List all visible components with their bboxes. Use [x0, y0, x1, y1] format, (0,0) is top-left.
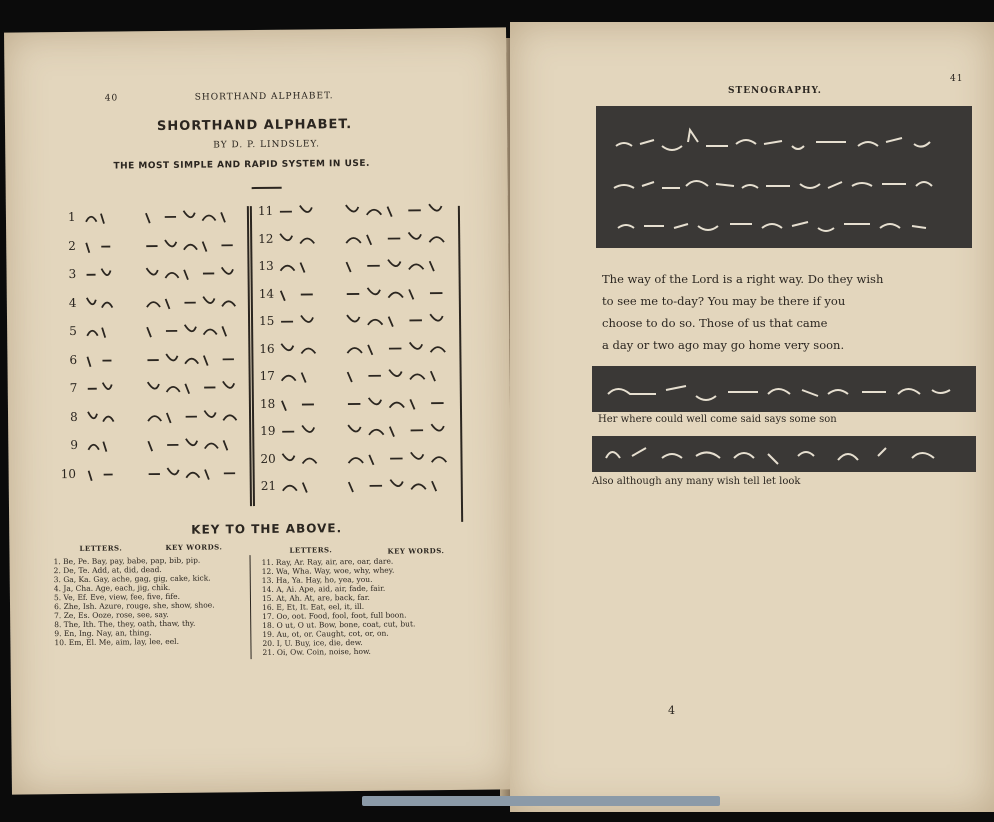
key-entry: 16. E, Et, It. Eat, eel, it, ill. — [262, 601, 365, 612]
shorthand-stroke-row — [87, 464, 117, 484]
key-entry: 9. En, Ing. Nay, an, thing. — [54, 628, 152, 639]
key-words-header-right: KEY WORDS. — [387, 546, 445, 556]
shorthand-strokes — [4, 27, 506, 32]
key-list-right — [262, 556, 416, 657]
page-title: SHORTHAND ALPHABET. — [156, 117, 353, 135]
key-entry: 8. The, Ith. The, they, oath, thaw, thy. — [54, 618, 196, 630]
left-running-head: SHORTHAND ALPHABET. — [194, 91, 334, 103]
shorthand-stroke-row — [85, 350, 115, 370]
shorthand-stroke-row — [344, 255, 448, 276]
shorthand-stroke-row — [84, 265, 114, 285]
chart-number-right: 14 — [258, 286, 275, 301]
shorthand-stroke-row — [86, 435, 116, 455]
shorthand-plate-1 — [596, 106, 972, 248]
chart-number-right: 18 — [259, 396, 276, 411]
paragraph-line: The way of the Lord is a right way. Do they wish — [602, 272, 884, 286]
key-entry: 13. Ha, Ya. Hay, ho, yea, you. — [261, 574, 373, 585]
shorthand-stroke-row — [346, 447, 450, 468]
chart-number-left: 5 — [69, 323, 77, 338]
shorthand-stroke-row — [279, 284, 319, 304]
chart-number-left: 8 — [69, 409, 78, 424]
shorthand-stroke-row — [147, 463, 241, 484]
shorthand-stroke-row — [345, 338, 449, 359]
shorthand-stroke-row — [344, 228, 448, 249]
key-entry: 3. Ga, Ka. Gay, ache, gag, gig, cake, kick. — [53, 573, 211, 585]
shorthand-stroke-row — [281, 476, 321, 496]
shorthand-stroke-row — [145, 320, 239, 341]
caption-1: Her where could well come said says some son — [598, 414, 837, 425]
key-divider — [250, 555, 252, 659]
chart-number-left: 1 — [67, 209, 76, 224]
shorthand-stroke-row — [84, 208, 114, 228]
shorthand-stroke-row — [280, 449, 320, 469]
shorthand-stroke-row — [146, 434, 240, 455]
shorthand-stroke-row — [278, 201, 318, 221]
key-entry: 7. Ze, Es. Ooze, rose, see, say. — [54, 609, 169, 621]
key-entry: 6. Zhe, Ish. Azure, rouge, she, show, shoe. — [53, 600, 215, 612]
key-entry: 10. Em, El. Me, aim, lay, lee, eel. — [54, 636, 179, 648]
shorthand-stroke-row — [346, 420, 450, 441]
shorthand-stroke-row — [345, 310, 449, 331]
shorthand-stroke-row — [145, 349, 239, 370]
shorthand-stroke-row — [346, 365, 450, 386]
shorthand-stroke-row — [280, 421, 320, 441]
right-page — [510, 22, 994, 812]
chart-number-right: 15 — [258, 313, 275, 328]
shorthand-stroke-row — [279, 311, 319, 331]
key-entry: 18. O ut, O ut. Bow, bone, coat, cut, but. — [262, 619, 416, 630]
shorthand-stroke-row — [84, 236, 114, 256]
byline: BY D. P. LINDSLEY. — [213, 139, 321, 151]
key-entry: 12. Wa, Wha. Way, woe, why, whey. — [261, 565, 395, 576]
shorthand-stroke-row — [344, 200, 448, 221]
shorthand-stroke-row — [145, 292, 239, 313]
shorthand-plate-3 — [592, 436, 976, 472]
shorthand-stroke-row — [345, 283, 449, 304]
key-heading: KEY TO THE ABOVE. — [191, 521, 343, 537]
key-entry: 21. Oi, Ow. Coin, noise, how. — [262, 646, 371, 657]
key-entry: 4. Ja, Cha. Age, each, jig, chik. — [53, 582, 171, 594]
key-entry: 11. Ray, Ar. Ray, air, are, oar, dare. — [261, 556, 394, 567]
shorthand-stroke-row — [85, 293, 115, 313]
shorthand-stroke-row — [347, 475, 451, 496]
shorthand-stroke-row — [280, 394, 320, 414]
key-entry: 1. Be, Pe. Bay, pay, babe, pap, bib, pip. — [53, 555, 201, 567]
shorthand-plate-2 — [592, 366, 976, 412]
book-stand — [362, 796, 720, 806]
shorthand-stroke-row — [278, 256, 318, 276]
right-page-number: 41 — [950, 74, 964, 84]
key-letters-header-left: LETTERS. — [79, 543, 123, 553]
title-rule — [252, 187, 282, 189]
key-entry: 20. I, U. Buy, ice, die, dew. — [262, 637, 363, 648]
chart-number-right: 11 — [257, 203, 274, 219]
paragraph-line: choose to do so. Those of us that came — [602, 316, 828, 330]
chart-number-right: 19 — [260, 423, 276, 438]
shorthand-stroke-row — [280, 366, 320, 386]
chart-number-left: 7 — [69, 380, 78, 395]
footer-number: 4 — [668, 704, 675, 717]
chart-number-right: 21 — [260, 478, 277, 493]
chart-number-left: 2 — [68, 238, 76, 253]
caption-2: Also although any many wish tell let look — [592, 476, 801, 487]
key-entry: 14. A, Ai. Ape, aid, air, fade, fair. — [261, 583, 386, 594]
right-running-head: STENOGRAPHY. — [728, 86, 822, 96]
key-entry: 17. Oo, oot. Food, fool, foot, full boon. — [262, 610, 407, 621]
shorthand-stroke-row — [144, 235, 238, 256]
key-entry: 2. De, Te. Add, at, did, dead. — [53, 565, 162, 576]
chart-number-left: 6 — [69, 352, 78, 367]
key-words-header-left: KEY WORDS. — [165, 542, 223, 552]
left-page-number: 40 — [104, 93, 119, 104]
chart-number-right: 12 — [258, 231, 274, 246]
shorthand-stroke-row — [144, 263, 238, 284]
shorthand-stroke-row — [86, 407, 116, 427]
shorthand-stroke-row — [279, 339, 319, 359]
paragraph-line: a day or two ago may go home very soon. — [602, 338, 845, 352]
shorthand-stroke-row — [86, 378, 116, 398]
shorthand-stroke-row — [146, 377, 240, 398]
chart-number-right: 20 — [260, 451, 276, 466]
key-entry: 5. Ve, Ef. Eve, view, fee, five, fife. — [53, 591, 180, 603]
shorthand-stroke-row — [146, 406, 240, 427]
key-entry: 19. Au, ot, or. Caught, cot, or, on. — [262, 628, 389, 639]
left-page — [4, 27, 514, 794]
key-letters-header-right: LETTERS. — [289, 545, 333, 555]
chart-number-left: 10 — [60, 466, 76, 481]
subtitle: THE MOST SIMPLE AND RAPID SYSTEM IN USE. — [113, 158, 370, 172]
chart-divider-right — [458, 206, 463, 522]
shorthand-stroke-row — [346, 393, 450, 414]
chart-number-right: 13 — [258, 258, 274, 273]
shorthand-stroke-row — [278, 229, 318, 249]
chart-number-left: 4 — [68, 295, 77, 310]
shorthand-stroke-row — [144, 206, 238, 227]
chart-number-right: 17 — [259, 368, 275, 383]
sample-paragraph — [602, 268, 883, 356]
chart-number-right: 16 — [259, 341, 275, 356]
chart-number-left: 3 — [68, 266, 77, 281]
paragraph-line: to see me to-day? You may be there if you — [602, 294, 846, 308]
key-list-left — [54, 555, 215, 647]
shorthand-stroke-row — [85, 322, 115, 342]
key-entry: 15. At, Ah. At, are, back, far. — [261, 592, 370, 603]
chart-number-left: 9 — [70, 437, 79, 452]
